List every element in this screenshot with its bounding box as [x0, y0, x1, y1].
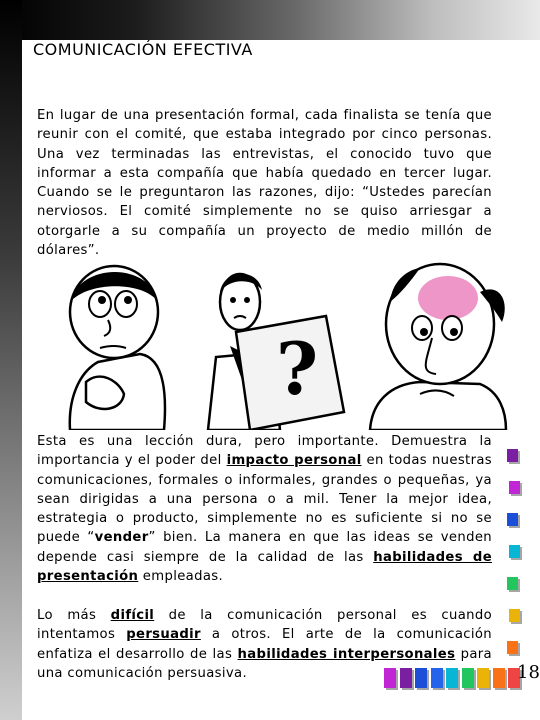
bottom-square: [400, 668, 412, 688]
highlight-dificil: difícil: [110, 608, 155, 623]
worried-men-illustration: [40, 262, 510, 430]
right-man-figure: [370, 264, 506, 430]
bottom-square: [446, 668, 458, 688]
highlight-habilidades-interpersonales: habilidades interpersonales: [237, 646, 456, 662]
bottom-square: [493, 668, 505, 688]
highlight-vender: vender: [94, 530, 149, 546]
side-square: [507, 641, 518, 654]
highlight-habilidades-presentacion: habilidades de presentación: [37, 549, 492, 585]
highlight-persuadir: persuadir: [126, 627, 201, 643]
bottom-square: [384, 668, 396, 688]
paragraph-persuasion: Lo más difícil de la comunicación personal es cuando intentamos persuadir a otros. El arte de la comunicación enfatiza el desarrollo de las habilidades interpersonales para una comunicación persuasiva.: [37, 608, 492, 681]
side-square: [507, 577, 518, 590]
header-gradient-bar: [0, 0, 540, 40]
side-square: [509, 545, 520, 558]
side-square: [509, 609, 520, 622]
question-mark: ?: [276, 326, 319, 411]
side-square: [507, 513, 518, 526]
page-title: COMUNICACIÓN EFECTIVA: [33, 40, 253, 59]
bottom-square: [431, 668, 443, 688]
side-square: [507, 449, 518, 462]
bottom-square: [415, 668, 427, 688]
paragraph-lesson: Esta es una lección dura, pero importante. Demuestra la importancia y el poder del impacto personal en todas nuestras comunicaciones, formales o informales, grandes o pequeñas, ya sean dirigidas a una persona o a mil. Tener la mejor idea, estrategia o producto, simplemente no es suficiente si no se puede “vender” bien. La manera en que las ideas se venden depende casi siempre de la calidad de las habilidades de presentación empleadas.: [37, 434, 492, 585]
question-sign: [236, 316, 344, 430]
paragraph-intro: En lugar de una presentación formal, cada finalista se tenía que reunir con el comité, que estaba integrado por cinco personas. Una vez terminadas las entrevistas, el conocido tuvo que informar a esta compañía que había quedado en tercer lugar. Cuando se le preguntaron las razones, dijo: “Ustedes parecían nerviosos. El comité simplemente no se quiso arriesgar a otorgarle a su compañía un proyecto de medio millón de dólares”.: [37, 108, 492, 259]
left-gradient-bar: [0, 0, 22, 720]
bottom-square: [462, 668, 474, 688]
side-square: [509, 481, 520, 494]
bottom-square: [477, 668, 489, 688]
highlight-impacto-personal: impacto personal: [226, 453, 362, 469]
left-man-figure: [70, 266, 165, 430]
page-number: 18: [517, 662, 540, 683]
